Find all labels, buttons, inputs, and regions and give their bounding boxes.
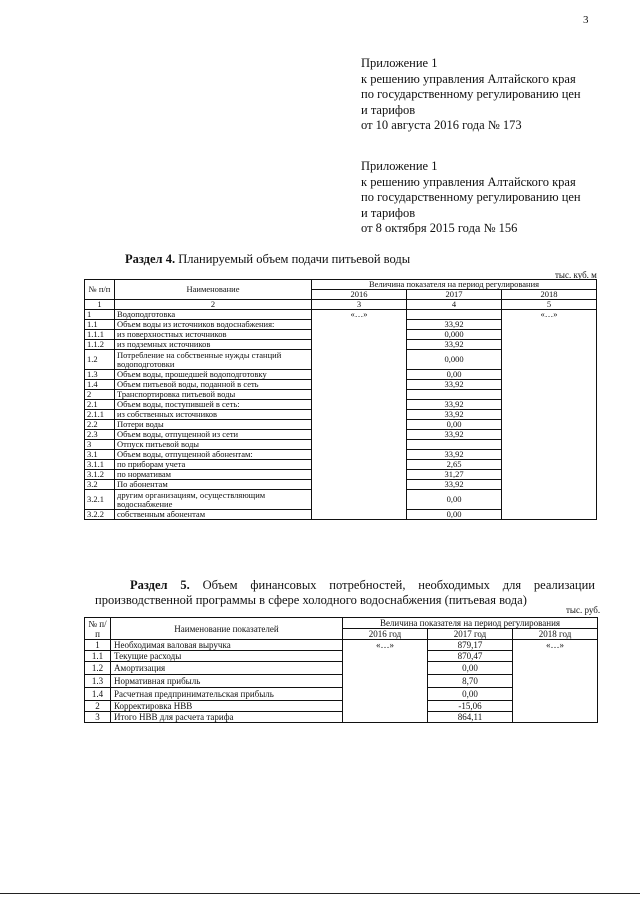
col-header-2016: 2016 год xyxy=(343,629,428,640)
row-number: 2 xyxy=(85,701,111,712)
value-2017: 0,00 xyxy=(428,662,513,675)
value-2017: 33,92 xyxy=(407,430,502,440)
section4-unit: тыс. куб. м xyxy=(555,270,597,280)
row-name: Амортизация xyxy=(111,662,343,675)
col-header-2017: 2017 xyxy=(407,290,502,300)
row-name: Итого НВВ для расчета тарифа xyxy=(111,712,343,723)
row-name: по нормативам xyxy=(115,470,312,480)
row-name: собственным абонентам xyxy=(115,510,312,520)
row-name: из собственных источников xyxy=(115,410,312,420)
row-number: 1.1 xyxy=(85,320,115,330)
row-number: 3.2.1 xyxy=(85,490,115,510)
value-2017: 33,92 xyxy=(407,450,502,460)
row-name: По абонентам xyxy=(115,480,312,490)
appendix-block-2016 xyxy=(361,56,581,134)
value-2017: 33,92 xyxy=(407,480,502,490)
row-number: 1.3 xyxy=(85,675,111,688)
value-2017: 0,00 xyxy=(407,420,502,430)
row-name: Корректировка НВВ xyxy=(111,701,343,712)
value-2016: «…» xyxy=(343,640,428,723)
section4-title-text: Планируемый объем подачи питьевой воды xyxy=(178,252,411,266)
row-number: 1.2 xyxy=(85,662,111,675)
section5-table xyxy=(84,617,598,723)
col-header-period: Величина показателя на период регулирования xyxy=(343,618,598,629)
row-name: Объем воды, отпущенной абонентам: xyxy=(115,450,312,460)
value-2017: 33,92 xyxy=(407,400,502,410)
appendix-line: к решению управления Алтайского края xyxy=(361,71,576,86)
appendix-line: Приложение 1 xyxy=(361,159,438,173)
row-name: Отпуск питьевой воды xyxy=(115,440,312,450)
appendix-line: от 8 октября 2015 года № 156 xyxy=(361,221,518,235)
section4-table xyxy=(84,279,597,520)
value-2017: 0,000 xyxy=(407,330,502,340)
value-2017: 864,11 xyxy=(428,712,513,723)
row-number: 1.1 xyxy=(85,651,111,662)
value-2018: «…» xyxy=(502,310,597,520)
col-header-num: № п/п xyxy=(85,280,115,300)
row-name: Текущие расходы xyxy=(111,651,343,662)
row-number: 1.4 xyxy=(85,688,111,701)
appendix-line: от 10 августа 2016 года № 173 xyxy=(361,118,522,132)
col-number-3: 3 xyxy=(312,300,407,310)
value-2017: 33,92 xyxy=(407,380,502,390)
value-2017: 879,17 xyxy=(428,640,513,651)
value-2017: 0,00 xyxy=(428,688,513,701)
row-name: Объем воды, отпущенной из сети xyxy=(115,430,312,440)
col-header-2016: 2016 xyxy=(312,290,407,300)
row-name: другим организациям, осуществляющим водоснабжение xyxy=(115,490,312,510)
appendix-line: по государственному регулированию цен xyxy=(361,190,581,204)
row-name: из подземных источников xyxy=(115,340,312,350)
value-2017: 0,000 xyxy=(407,350,502,370)
col-header-name: Наименование показателей xyxy=(111,618,343,640)
row-number: 3 xyxy=(85,712,111,723)
value-2017: 33,92 xyxy=(407,340,502,350)
col-number-2: 2 xyxy=(115,300,312,310)
section5-title-text: Объем финансовых потребностей, необходимых для реализации производственной программы в сфере холодного водоснабжения (питьевая вода) xyxy=(95,578,595,607)
row-number: 3 xyxy=(85,440,115,450)
row-number: 1.4 xyxy=(85,380,115,390)
row-name: из поверхностных источников xyxy=(115,330,312,340)
value-2017 xyxy=(407,310,502,320)
row-name: Потери воды xyxy=(115,420,312,430)
row-name: Объем воды, прошедшей водоподготовку xyxy=(115,370,312,380)
row-name: Транспортировка питьевой воды xyxy=(115,390,312,400)
page-number: 3 xyxy=(583,14,589,26)
row-name: Нормативная прибыль xyxy=(111,675,343,688)
row-name: Объем воды из источников водоснабжения: xyxy=(115,320,312,330)
value-2017: 0,00 xyxy=(407,490,502,510)
appendix-line: к решению управления Алтайского края xyxy=(361,174,576,189)
value-2017: -15,06 xyxy=(428,701,513,712)
col-header-2017: 2017 год xyxy=(428,629,513,640)
row-number: 1.1.1 xyxy=(85,330,115,340)
row-number: 3.1 xyxy=(85,450,115,460)
col-header-2018: 2018 год xyxy=(513,629,598,640)
table-row xyxy=(85,310,597,320)
row-name: Расчетная предпринимательская прибыль xyxy=(111,688,343,701)
value-2017 xyxy=(407,390,502,400)
row-number: 1.1.2 xyxy=(85,340,115,350)
row-number: 2.3 xyxy=(85,430,115,440)
row-name: Потребление на собственные нужды станций водоподготовки xyxy=(115,350,312,370)
row-number: 1 xyxy=(85,310,115,320)
appendix-block-2015 xyxy=(361,159,581,237)
col-number-1: 1 xyxy=(85,300,115,310)
row-name: Водоподготовка xyxy=(115,310,312,320)
row-number: 2.1 xyxy=(85,400,115,410)
section5-unit: тыс. руб. xyxy=(566,605,601,615)
row-name: Объем воды, поступившей в сеть: xyxy=(115,400,312,410)
value-2017 xyxy=(407,440,502,450)
section5-label: Раздел 5. xyxy=(130,578,190,592)
row-name: Необходимая валовая выручка xyxy=(111,640,343,651)
row-name: Объем питьевой воды, поданной в сеть xyxy=(115,380,312,390)
col-number-5: 5 xyxy=(502,300,597,310)
value-2017: 0,00 xyxy=(407,510,502,520)
row-number: 2.1.1 xyxy=(85,410,115,420)
row-number: 3.2 xyxy=(85,480,115,490)
row-number: 3.1.2 xyxy=(85,470,115,480)
appendix-line: по государственному регулированию цен xyxy=(361,87,581,101)
col-header-name: Наименование xyxy=(115,280,312,300)
value-2017: 31,27 xyxy=(407,470,502,480)
section4-label: Раздел 4. xyxy=(125,252,176,266)
col-header-num: № п/п xyxy=(85,618,111,640)
row-number: 2.2 xyxy=(85,420,115,430)
row-number: 3.2.2 xyxy=(85,510,115,520)
col-header-period: Величина показателя на период регулирования xyxy=(312,280,597,290)
appendix-line: и тарифов xyxy=(361,102,416,117)
value-2017: 870,47 xyxy=(428,651,513,662)
value-2017: 0,00 xyxy=(407,370,502,380)
bottom-divider xyxy=(0,893,640,894)
row-number: 1.3 xyxy=(85,370,115,380)
value-2016: «…» xyxy=(312,310,407,520)
section5-title xyxy=(95,578,595,608)
section4-title xyxy=(125,252,410,267)
col-number-4: 4 xyxy=(407,300,502,310)
appendix-line: и тарифов xyxy=(361,205,416,220)
value-2017: 33,92 xyxy=(407,320,502,330)
row-name: по приборам учета xyxy=(115,460,312,470)
value-2017: 2,65 xyxy=(407,460,502,470)
appendix-line: Приложение 1 xyxy=(361,56,438,70)
value-2018: «…» xyxy=(513,640,598,723)
row-number: 1 xyxy=(85,640,111,651)
value-2017: 8,70 xyxy=(428,675,513,688)
table-row xyxy=(85,640,598,651)
row-number: 1.2 xyxy=(85,350,115,370)
row-number: 2 xyxy=(85,390,115,400)
col-header-2018: 2018 xyxy=(502,290,597,300)
value-2017: 33,92 xyxy=(407,410,502,420)
row-number: 3.1.1 xyxy=(85,460,115,470)
